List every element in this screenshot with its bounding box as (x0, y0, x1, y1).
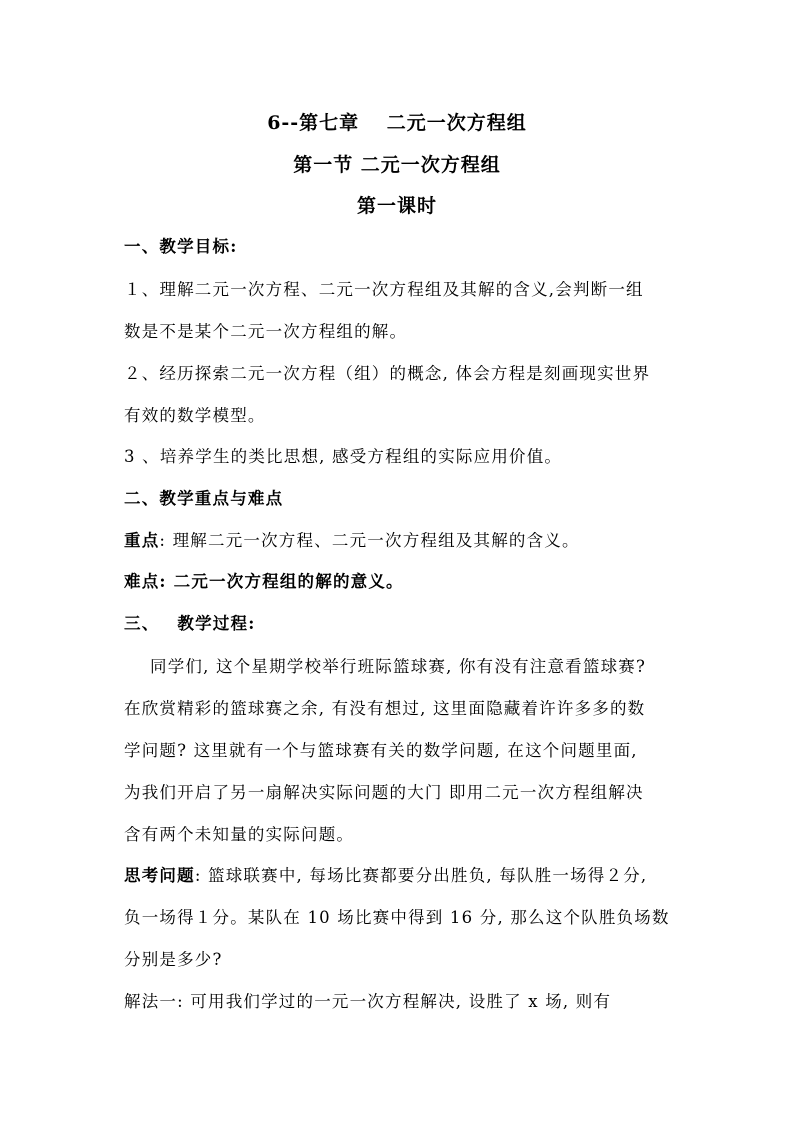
difficulty-label: 难点 (124, 572, 160, 591)
intro-paragraph-line-3: 学问题? 这里就有一个与篮球赛有关的数学问题, 在这个问题里面, (124, 741, 638, 760)
goal-3: 3 、培养学生的类比思想, 感受方程组的实际应用价值。 (124, 447, 563, 466)
lesson-title: 第一课时 (356, 195, 437, 217)
focus-label: 重点 (124, 531, 160, 550)
process-heading-text: 教学过程: (177, 614, 256, 633)
think-problem-text: : 篮球联赛中, 每场比赛都要分出胜负, 每队胜一场得２分, (194, 866, 648, 885)
chapter-title: 6--第七章 二元一次方程组 (267, 112, 527, 134)
key-points-heading: 二、教学重点与难点 (124, 489, 284, 508)
goal-1-line-1: １、理解二元一次方程、二元一次方程组及其解的含义,会判断一组 (124, 280, 644, 299)
goal-2-line-2: 有效的数学模型。 (124, 406, 266, 425)
difficulty-text: : 二元一次方程组的解的意义。 (159, 572, 404, 591)
think-problem-line-1 (124, 862, 647, 886)
goal-2-line-1: ２、经历探索二元一次方程（组）的概念, 体会方程是刻画现实世界 (124, 364, 651, 383)
focus-text: : 理解二元一次方程、二元一次方程组及其解的含义。 (159, 531, 580, 550)
intro-paragraph-line-2: 在欣赏精彩的篮球赛之余, 有没有想过, 这里面隐藏着许许多多的数 (124, 699, 646, 718)
focus-line (124, 527, 580, 551)
process-heading (124, 610, 256, 634)
solution-method-one: 解法一: 可用我们学过的一元一次方程解决, 设胜了 x 场, 则有 (124, 992, 612, 1011)
intro-paragraph-line-4: 为我们开启了另一扇解决实际问题的大门 即用二元一次方程组解决 (124, 783, 644, 802)
goal-1-line-2: 数是不是某个二元一次方程组的解。 (124, 322, 408, 341)
think-problem-line-2: 负一场得１分。某队在 10 场比赛中得到 16 分, 那么这个队胜负场数 (124, 908, 670, 927)
difficulty-line (124, 568, 404, 592)
process-heading-number: 三、 (124, 614, 160, 633)
intro-paragraph-line-5: 含有两个未知量的实际问题。 (124, 825, 355, 844)
goals-heading: 一、教学目标: (124, 237, 238, 256)
think-problem-line-3: 分别是多少? (124, 950, 223, 969)
think-problem-label: 思考问题 (124, 866, 195, 885)
intro-paragraph-line-1: 同学们, 这个星期学校举行班际篮球赛, 你有没有注意看篮球赛? (150, 657, 647, 676)
section-title: 第一节 二元一次方程组 (293, 154, 501, 176)
